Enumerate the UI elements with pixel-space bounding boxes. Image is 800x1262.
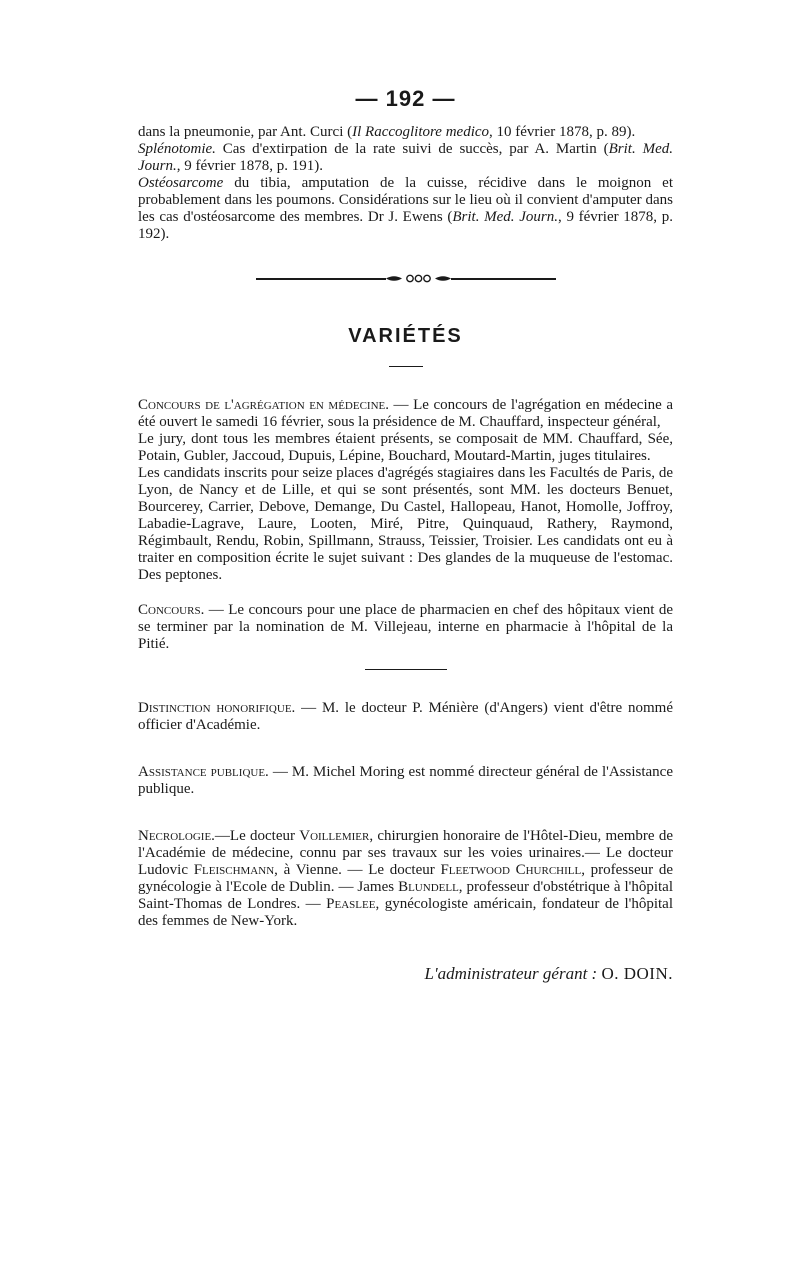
ornament-flourish-icon	[386, 274, 451, 283]
ornament-line-right	[451, 278, 556, 280]
journal-title: Brit. Med. Journ.	[138, 141, 673, 174]
section-heading: Assistance publique.	[138, 764, 269, 780]
person-name: Voillemier	[299, 828, 370, 844]
bibliography-entry-3: Ostéosarcome du tibia, amputation de la cuisse, récidive dans le moignon et probablement dans les poumons. Considérations sur le lieu où il convient d'amputer dans les cas d'ostéosarcome des membres. Dr J. Ewens (Brit. Med. Journ., 9 février 1878, p. 192).	[138, 175, 674, 242]
ornament-line-left	[256, 278, 386, 280]
person-name: Blundell	[398, 879, 459, 895]
bibliography-entry-2: Splénotomie. Cas d'extirpation de la rate suivi de succès, par A. Martin (Brit. Med. Journ., 9 février 1878, p. 191).	[138, 141, 673, 174]
signature-role: L'administrateur gérant :	[424, 964, 602, 983]
assistance-paragraph: Assistance publique. — M. Michel Moring est nommé directeur général de l'Assistance publique.	[138, 764, 673, 797]
ornamental-divider	[256, 273, 556, 283]
concours-agregation-paragraph: Concours de l'agrégation en médecine. — Le concours de l'agrégation en médecine a été ouvert le samedi 16 février, sous la présidence de M. Chauffard, inspecteur général,	[138, 397, 673, 430]
concours-pharmacien-paragraph: Concours. — Le concours pour une place de pharmacien en chef des hôpitaux vient de se terminer par la nomination de M. Villejeau, interne en pharmacie à l'hôpital de la Pitié.	[138, 602, 673, 652]
journal-title: Il Raccoglitore medico	[352, 124, 490, 140]
person-name: Fleischmann	[193, 862, 275, 878]
jury-paragraph: Le jury, dont tous les membres étaient présents, se composait de MM. Chauffard, Sée, Potain, Gubler, Jaccoud, Dupuis, Lépine, Bouchard, Moutard-Martin, juges titulaires.	[138, 431, 673, 464]
signature	[138, 964, 673, 984]
distinction-paragraph: Distinction honorifique. — M. le docteur P. Ménière (d'Angers) vient d'être nommé officier d'Académie.	[138, 700, 673, 733]
section-heading: Concours.	[138, 602, 205, 618]
candidats-paragraph: Les candidats inscrits pour seize places d'agrégés stagiaires dans les Facultés de Paris, de Lyon, de Nancy et de Lille, et qui se sont présentés, sont MM. les docteurs Benuet, Bourcerey, Carrier, Debove, Demange, Du Castel, Hallopeau, Hanot, Homolle, Joffroy, Labadie-Lagrave, Laure, Looten, Miré, Pitre, Quinquaud, Rathery, Raymond, Régimbault, Rendu, Robin, Spillmann, Strauss, Teissier, Troisier. Les candidats ont eu à traiter en composition écrite le sujet suivant : Des glandes de la muqueuse de l'estomac. Des peptones.	[138, 465, 673, 583]
entry-title: Splénotomie.	[138, 141, 216, 157]
page-number: — 192 —	[355, 86, 456, 111]
section-divider	[365, 669, 447, 670]
journal-title: Brit. Med. Journ.	[452, 209, 558, 225]
person-name: Peaslee	[326, 896, 376, 912]
necrologie-paragraph: Necrologie.—Le docteur Voillemier, chirurgien honoraire de l'Hôtel-Dieu, membre de l'Académie de médecine, connu par ses travaux sur les voies urinaires.— Le docteur Ludovic Fleischmann, à Vienne. — Le docteur Fleetwood Churchill, professeur de gynécologie à l'Ecole de Dublin. — James Blundell, professeur d'obstétrique à l'hôpital Saint-Thomas de Londres. — Peaslee, gynécologiste américain, fondateur de l'hôpital des femmes de New-York.	[138, 828, 673, 929]
section-heading: Concours de l'agrégation en médecine.	[138, 397, 389, 413]
document-page	[138, 86, 673, 984]
section-title: VARIÉTÉS	[348, 325, 463, 347]
section-heading: Necrologie.	[138, 828, 215, 844]
title-rule	[389, 366, 423, 367]
person-name: Fleetwood Churchill	[440, 862, 582, 878]
section-heading: Distinction honorifique.	[138, 700, 296, 716]
signature-name: O. DOIN.	[601, 964, 673, 983]
entry-title: Ostéosarcome	[138, 175, 224, 191]
bibliography-entry-1: dans la pneumonie, par Ant. Curci (Il Raccoglitore medico, 10 février 1878, p. 89).	[138, 124, 636, 140]
